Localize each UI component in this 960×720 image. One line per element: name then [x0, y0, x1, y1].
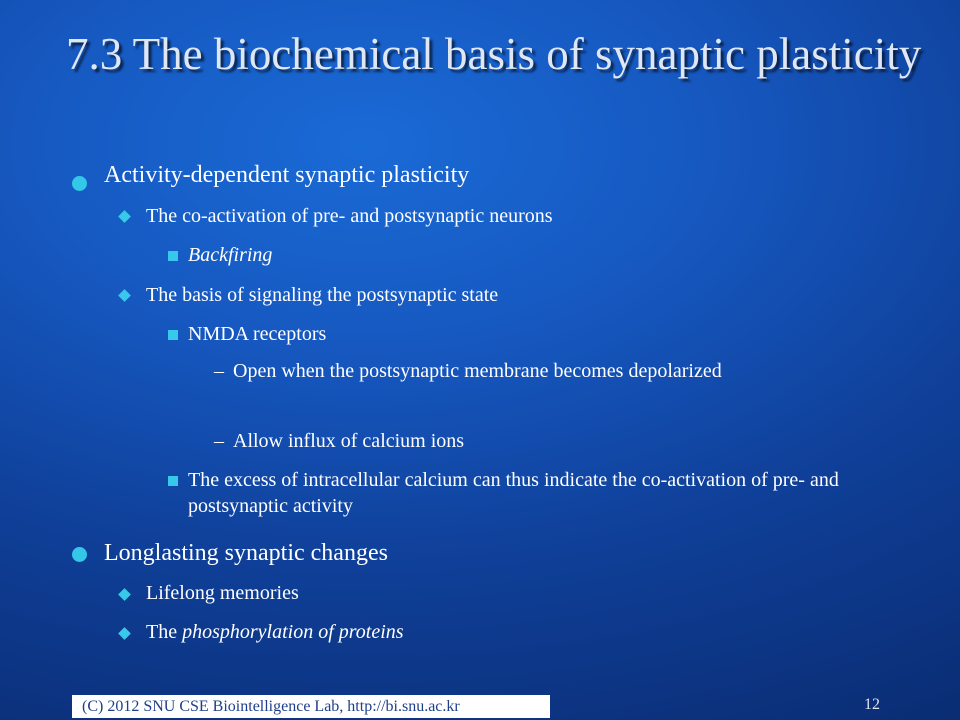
- bullet-item-level4: Allow influx of calcium ions: [233, 430, 465, 452]
- slide-title: 7.3 The biochemical basis of synaptic plasticity: [66, 29, 922, 79]
- bullet-text-plain: The: [146, 621, 183, 643]
- dash-bullet-icon: –: [214, 360, 224, 382]
- circle-bullet-icon: [72, 547, 87, 562]
- diamond-bullet-icon: [118, 627, 131, 640]
- bullet-item-level3: NMDA receptors: [188, 323, 327, 345]
- bullet-item-level2: [146, 619, 404, 645]
- bullet-item-level2: The co-activation of pre- and postsynaptic neurons: [146, 205, 553, 227]
- diamond-bullet-icon: [118, 588, 131, 601]
- bullet-item-level3: The excess of intracellular calcium can thus indicate the co-activation of pre- and postsynaptic activity: [188, 469, 839, 517]
- bullet-item-level4: Open when the postsynaptic membrane becomes depolarized: [233, 360, 722, 382]
- bullet-item-level2: Lifelong memories: [146, 582, 299, 604]
- square-bullet-icon: [168, 251, 178, 261]
- diamond-bullet-icon: [118, 289, 131, 302]
- bullet-item-level1: Activity-dependent synaptic plasticity: [104, 162, 470, 188]
- bullet-item-level2: The basis of signaling the postsynaptic state: [146, 284, 499, 306]
- diamond-bullet-icon: [118, 210, 131, 223]
- dash-bullet-icon: –: [214, 430, 224, 452]
- page-number: 12: [864, 696, 880, 713]
- bullet-item-level1: Longlasting synaptic changes: [104, 540, 388, 566]
- square-bullet-icon: [168, 330, 178, 340]
- square-bullet-icon: [168, 476, 178, 486]
- bullet-item-level3: Backfiring: [188, 244, 273, 266]
- circle-bullet-icon: [72, 176, 87, 191]
- footer-credit: (C) 2012 SNU CSE Biointelligence Lab, http://bi.snu.ac.kr: [72, 695, 550, 718]
- bullet-text-italic: phosphorylation of proteins: [182, 621, 404, 643]
